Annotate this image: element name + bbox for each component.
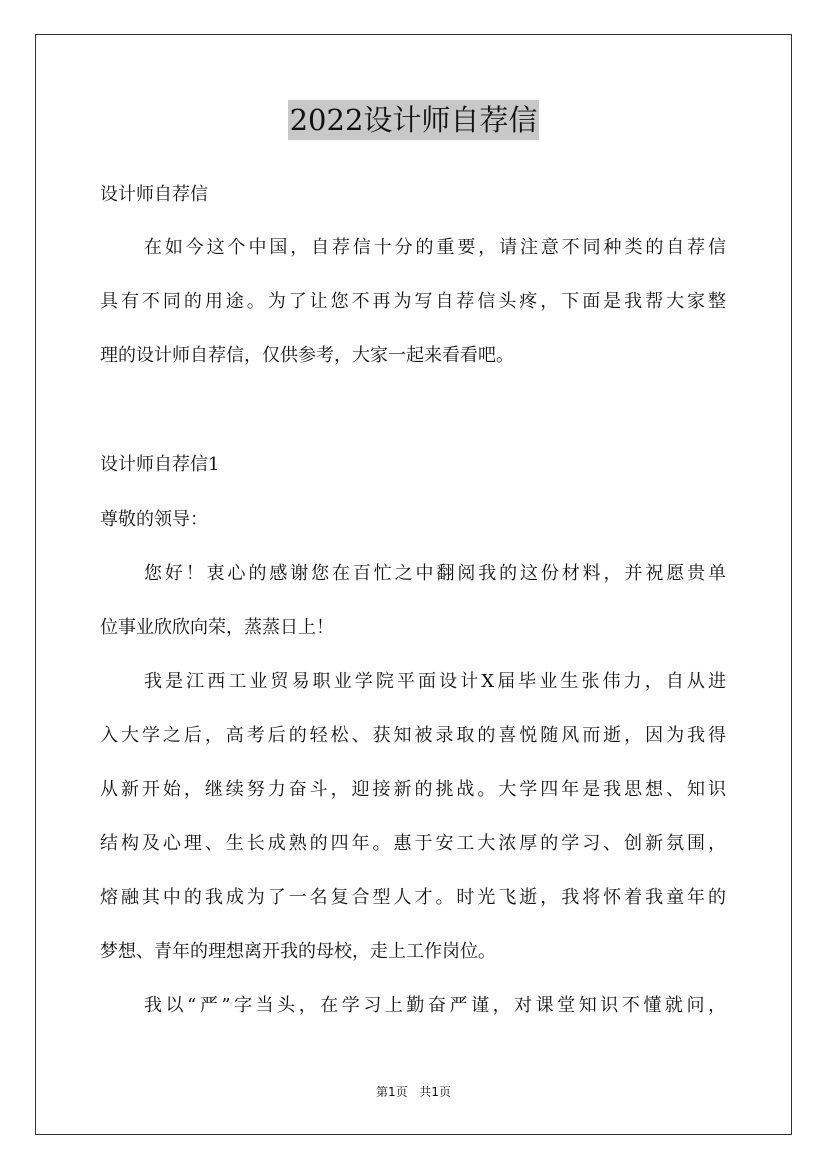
paragraph2-line-1: 我是江西工业贸易职业学院平面设计X届毕业生张伟力，自从进 — [144, 671, 726, 692]
intro-line-3: 理的设计师自荐信，仅供参考，大家一起来看看吧。 — [100, 345, 514, 366]
intro-line-2: 具有不同的用途。为了让您不再为写自荐信头疼，下面是我帮大家整 — [100, 291, 726, 312]
paragraph2-line-3: 从新开始，继续努力奋斗，迎接新的挑战。大学四年是我思想、知识 — [100, 779, 726, 800]
paragraph2-line-2: 入大学之后，高考后的轻松、获知被录取的喜悦随风而逝，因为我得 — [100, 725, 726, 746]
document-subtitle: 设计师自荐信 — [100, 184, 208, 205]
title-container — [0, 100, 827, 140]
document-title: 2022设计师自荐信 — [288, 100, 540, 140]
paragraph3-line-1: 我以“严”字当头，在学习上勤奋严谨，对课堂知识不懂就问， — [144, 995, 726, 1016]
paragraph2-line-6: 梦想、青年的理想离开我的母校，走上工作岗位。 — [100, 941, 496, 962]
page-total: 共1页 — [419, 1085, 452, 1099]
salutation: 尊敬的领导： — [100, 509, 208, 530]
paragraph2-line-4: 结构及心理、生长成熟的四年。惠于安工大浓厚的学习、创新氛围， — [100, 833, 726, 854]
paragraph1-line-2: 位事业欣欣向荣，蒸蒸日上！ — [100, 617, 334, 638]
paragraph2-line-5: 熔融其中的我成为了一名复合型人才。时光飞逝，我将怀着我童年的 — [100, 887, 726, 908]
page-footer — [0, 1084, 827, 1100]
page-number: 第1页 — [375, 1085, 408, 1099]
section-heading: 设计师自荐信1 — [100, 454, 220, 475]
intro-line-1: 在如今这个中国，自荐信十分的重要，请注意不同种类的自荐信 — [144, 237, 726, 258]
paragraph1-line-1: 您好！衷心的感谢您在百忙之中翻阅我的这份材料，并祝愿贵单 — [144, 563, 726, 584]
